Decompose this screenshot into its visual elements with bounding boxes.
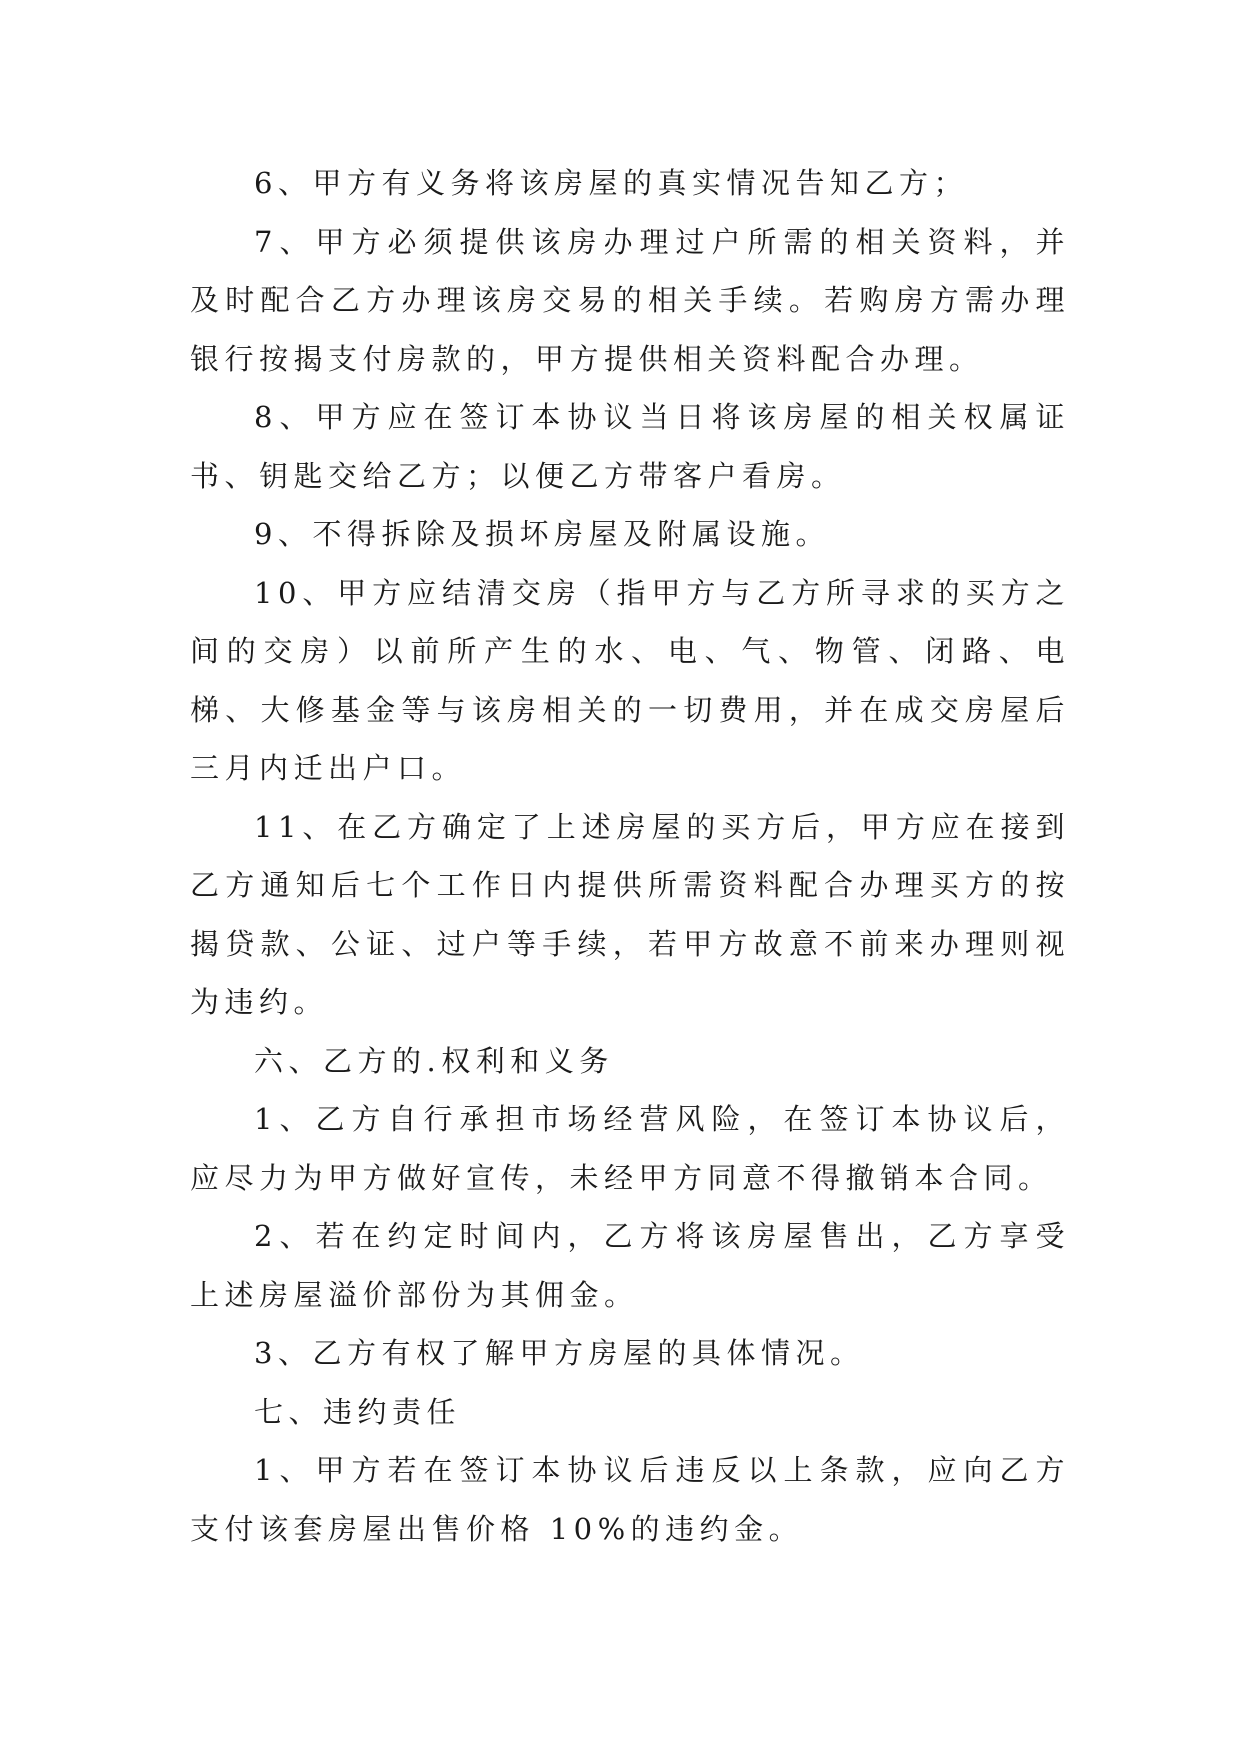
section-heading-breach-liability: 七、违约责任 (254, 1394, 462, 1429)
clause-party-a-11: 11、在乙方确定了上述房屋的买方后，甲方应在接到乙方通知后七个工作日内提供所需资料配合办理买方的按揭贷款、公证、过户等手续，若甲方故意不前来办理则视为违约。 (190, 809, 1070, 1019)
section-heading-party-b-rights: 六、乙方的.权利和义务 (254, 1043, 614, 1078)
clause-party-a-7: 7、甲方必须提供该房办理过户所需的相关资料，并及时配合乙方办理该房交易的相关手续。若购房方需办理银行按揭支付房款的，甲方提供相关资料配合办理。 (190, 224, 1070, 376)
clause-party-b-3: 3、乙方有权了解甲方房屋的具体情况。 (254, 1336, 865, 1370)
clause-party-b-1: 1、乙方自行承担市场经营风险，在签订本协议后，应尽力为甲方做好宣传，未经甲方同意不得撤销本合同。 (190, 1102, 1070, 1195)
clause-party-a-6: 6、甲方有义务将该房屋的真实情况告知乙方； (254, 166, 968, 200)
clause-breach-1: 1、甲方若在签订本协议后违反以上条款，应向乙方支付该套房屋出售价格 10%的违约金。 (190, 1453, 1070, 1546)
clause-party-a-9: 9、不得拆除及损坏房屋及附属设施。 (254, 517, 830, 551)
clause-party-a-10: 10、甲方应结清交房（指甲方与乙方所寻求的买方之间的交房）以前所产生的水、电、气、物管、闭路、电梯、大修基金等与该房相关的一切费用，并在成交房屋后三月内迁出户口。 (190, 575, 1070, 785)
clause-party-b-2: 2、若在约定时间内，乙方将该房屋售出，乙方享受上述房屋溢价部份为其佣金。 (190, 1219, 1070, 1312)
document-body (190, 154, 1070, 1558)
clause-party-a-8: 8、甲方应在签订本协议当日将该房屋的相关权属证书、钥匙交给乙方；以便乙方带客户看房。 (190, 400, 1070, 493)
